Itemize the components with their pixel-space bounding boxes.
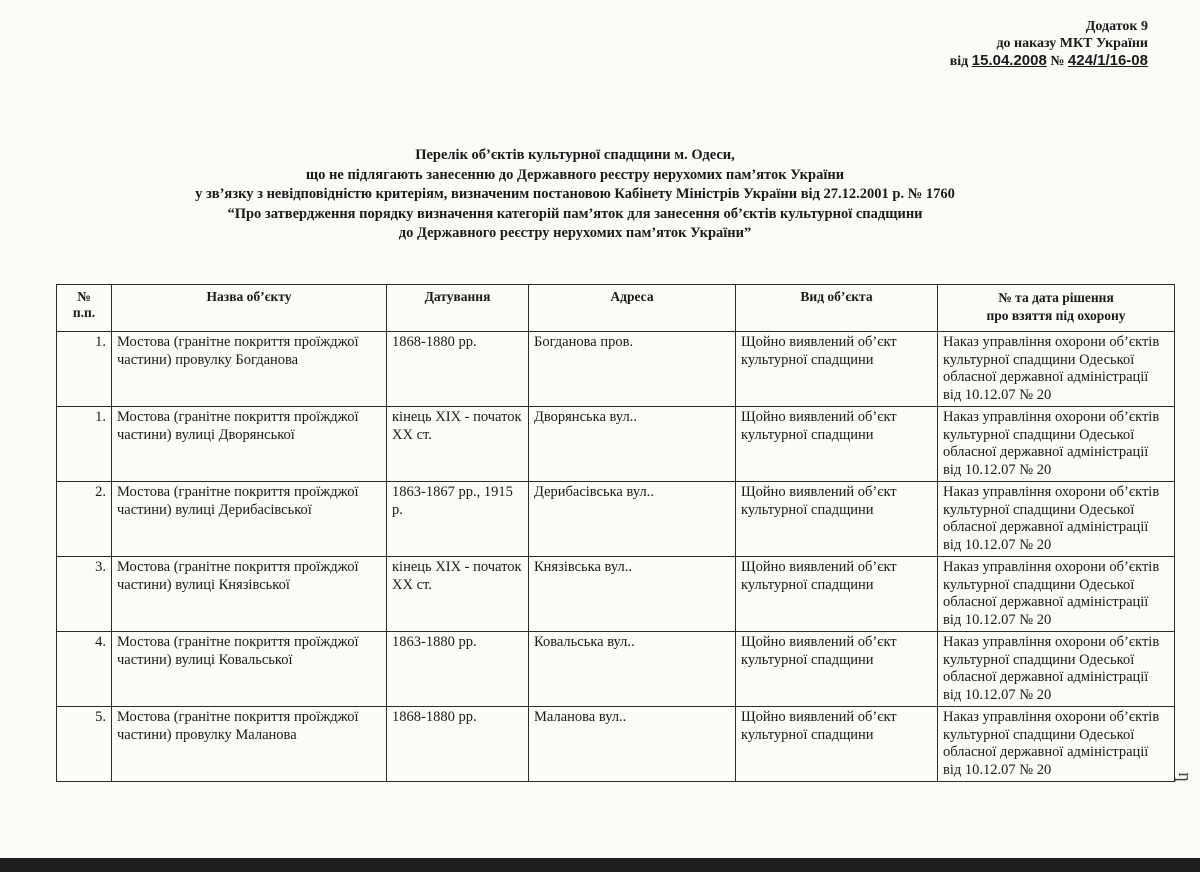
header-address: Адреса	[529, 285, 736, 332]
cell-decision: Наказ управління охорони об’єктів культурної спадщини Одеської обласної державної адміністрації від 10.12.07 № 20	[938, 707, 1175, 782]
cell-number: 5.	[57, 707, 112, 782]
table-row	[57, 557, 1175, 632]
table-row	[57, 707, 1175, 782]
cell-name: Мостова (гранітне покриття проїжджої частини) провулку Маланова	[112, 707, 387, 782]
cell-name: Мостова (гранітне покриття проїжджої частини) провулку Богданова	[112, 332, 387, 407]
appendix-number-label: №	[1050, 54, 1065, 69]
heritage-objects-table	[56, 284, 1175, 782]
header-number-line-2: п.п.	[72, 305, 96, 320]
heading-line-4: “Про затвердження порядку визначення категорій пам’яток для занесення об’єктів культурної спадщини	[227, 205, 923, 222]
cell-decision: Наказ управління охорони об’єктів культурної спадщини Одеської обласної державної адміністрації від 10.12.07 № 20	[938, 557, 1175, 632]
cell-number: 2.	[57, 482, 112, 557]
table-row	[57, 407, 1175, 482]
appendix-order-number: 424/1/16-08	[1067, 52, 1148, 69]
heading-line-1: Перелік об’єктів культурної спадщини м. Одеси,	[415, 147, 735, 163]
cell-address: Ковальська вул..	[529, 632, 736, 707]
header-number	[57, 285, 112, 332]
cell-dating: кінець ХІХ - початок ХХ ст.	[387, 557, 529, 632]
cell-name: Мостова (гранітне покриття проїжджої частини) вулиці Ковальської	[112, 632, 387, 707]
appendix-order-line	[828, 52, 1148, 70]
heading-line-5: до Державного реєстру нерухомих пам’яток України”	[398, 225, 752, 241]
appendix-title: Додаток 9	[1085, 19, 1148, 34]
cell-decision: Наказ управління охорони об’єктів культурної спадщини Одеської обласної державної адміністрації від 10.12.07 № 20	[938, 332, 1175, 407]
cell-number: 1.	[57, 332, 112, 407]
cell-type: Щойно виявлений об’єкт культурної спадщини	[736, 332, 938, 407]
cell-type: Щойно виявлений об’єкт культурної спадщини	[736, 632, 938, 707]
cell-name: Мостова (гранітне покриття проїжджої частини) вулиці Князівської	[112, 557, 387, 632]
header-dating: Датування	[387, 285, 529, 332]
cell-decision: Наказ управління охорони об’єктів культурної спадщини Одеської обласної державної адміністрації від 10.12.07 № 20	[938, 482, 1175, 557]
document-heading	[120, 146, 1030, 244]
cell-address: Богданова пров.	[529, 332, 736, 407]
table-header-row	[57, 285, 1175, 332]
scan-bottom-edge	[0, 858, 1200, 872]
header-decision-line-1: № та дата рішення	[998, 290, 1114, 305]
cell-type: Щойно виявлений об’єкт культурної спадщини	[736, 707, 938, 782]
appendix-from-label: від	[949, 54, 969, 69]
table-row	[57, 632, 1175, 707]
cell-number: 3.	[57, 557, 112, 632]
cell-dating: 1868-1880 рр.	[387, 332, 529, 407]
header-number-line-1: №	[77, 289, 91, 304]
cell-type: Щойно виявлений об’єкт культурної спадщини	[736, 407, 938, 482]
cell-address: Маланова вул..	[529, 707, 736, 782]
appendix-block	[828, 18, 1148, 70]
cell-address: Князівська вул..	[529, 557, 736, 632]
cell-address: Дворянська вул..	[529, 407, 736, 482]
header-decision	[938, 285, 1175, 332]
cell-number: 4.	[57, 632, 112, 707]
cell-decision: Наказ управління охорони об’єктів культурної спадщини Одеської обласної державної адміністрації від 10.12.07 № 20	[938, 407, 1175, 482]
cell-decision: Наказ управління охорони об’єктів культурної спадщини Одеської обласної державної адміністрації від 10.12.07 № 20	[938, 632, 1175, 707]
header-decision-line-2: про взяття під охорону	[986, 308, 1126, 323]
header-name: Назва об’єкту	[112, 285, 387, 332]
cell-name: Мостова (гранітне покриття проїжджої частини) вулиці Дворянської	[112, 407, 387, 482]
cell-type: Щойно виявлений об’єкт культурної спадщини	[736, 557, 938, 632]
cell-address: Дерибасівська вул..	[529, 482, 736, 557]
cell-name: Мостова (гранітне покриття проїжджої частини) вулиці Дерибасівської	[112, 482, 387, 557]
appendix-order-label: до наказу МКТ України	[996, 36, 1148, 51]
heading-line-3: у зв’язку з невідповідністю критеріям, визначеним постановою Кабінету Міністрів України від 27.12.2001 р. № 1760	[195, 186, 955, 202]
table-row	[57, 332, 1175, 407]
cell-dating: 1868-1880 рр.	[387, 707, 529, 782]
heading-line-2: що не підлягають занесенню до Державного реєстру нерухомих пам’яток України	[305, 166, 845, 183]
handwritten-margin-mark: ƞ	[1173, 772, 1195, 782]
table-row	[57, 482, 1175, 557]
cell-dating: 1863-1880 рр.	[387, 632, 529, 707]
cell-type: Щойно виявлений об’єкт культурної спадщини	[736, 482, 938, 557]
header-type: Вид об’єкта	[736, 285, 938, 332]
cell-dating: 1863-1867 рр., 1915 р.	[387, 482, 529, 557]
cell-number: 1.	[57, 407, 112, 482]
cell-dating: кінець ХІХ - початок ХХ ст.	[387, 407, 529, 482]
appendix-order-date: 15.04.2008	[971, 52, 1047, 69]
